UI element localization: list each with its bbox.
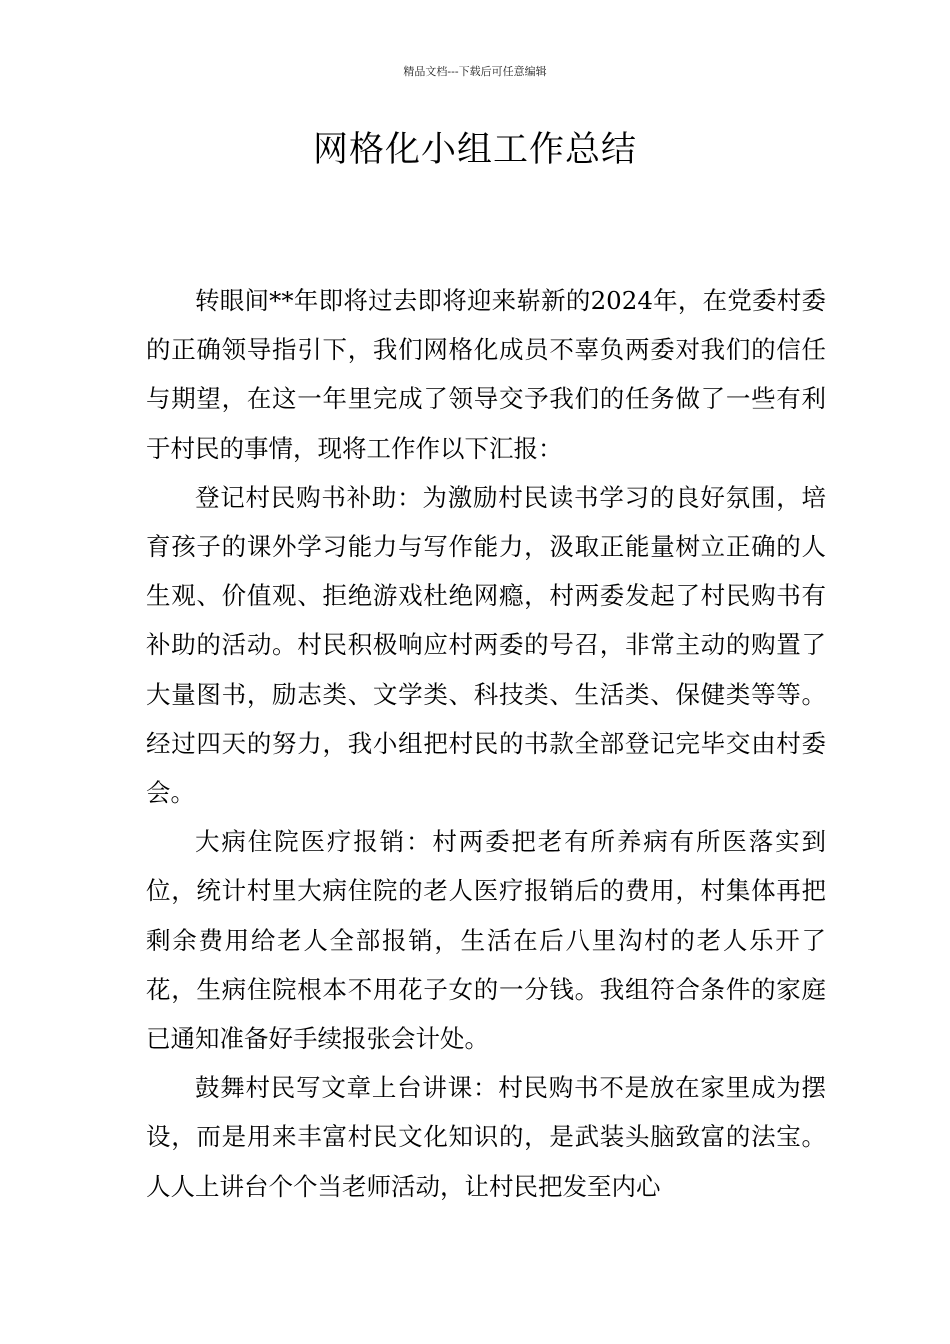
paragraph-medical-reimbursement: 大病住院医疗报销：村两委把老有所养病有所医落实到位，统计村里大病住院的老人医疗报销后的费用，村集体再把剩余费用给老人全部报销，生活在后八里沟村的老人乐开了花，生病住院根本不用花子女的一分钱。我组符合条件的家庭已通知准备好手续报张会计处。: [146, 827, 826, 1054]
document-body: [146, 276, 826, 1211]
paragraph-book-subsidy: 登记村民购书补助：为激励村民读书学习的良好氛围，培育孩子的课外学习能力与写作能力，汲取正能量树立正确的人生观、价值观、拒绝游戏杜绝网瘾，村两委发起了村民购书有补助的活动。村民积极响应村两委的号召，非常主动的购置了大量图书，励志类、文学类、科技类、生活类、保健类等等。经过四天的努力，我小组把村民的书款全部登记完毕交由村委会。: [146, 482, 826, 808]
document-title: 网格化小组工作总结: [312, 130, 637, 170]
paragraph-lectures: 鼓舞村民写文章上台讲课：村民购书不是放在家里成为摆设，而是用来丰富村民文化知识的，是武装头脑致富的法宝。人人上讲台个个当老师活动，让村民把发至内心: [146, 1073, 826, 1201]
header-note: 精品文档---下载后可任意编辑: [403, 65, 547, 78]
paragraph-intro: 转眼间**年即将过去即将迎来崭新的2024年，在党委村委的正确领导指引下，我们网格化成员不辜负两委对我们的信任与期望，在这一年里完成了领导交予我们的任务做了一些有利于村民的事情，现将工作作以下汇报：: [146, 286, 826, 463]
